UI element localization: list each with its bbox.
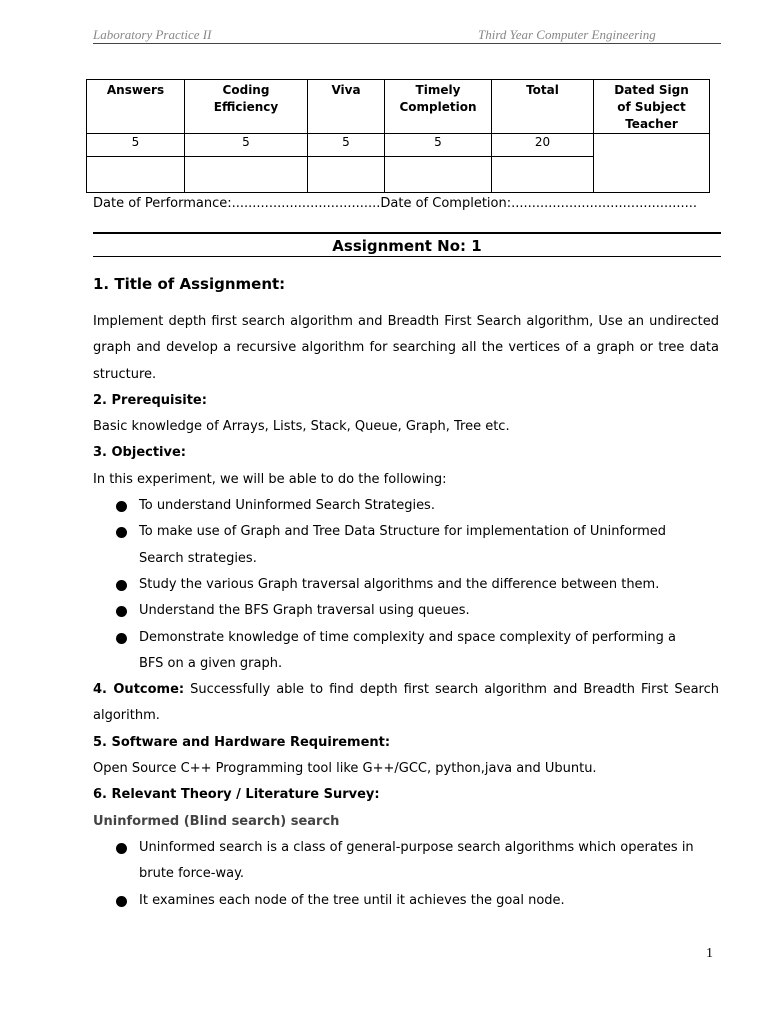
objective-item <box>139 625 703 678</box>
objective-list <box>93 493 719 677</box>
outcome-paragraph <box>93 677 719 730</box>
obtained-timely-completion <box>385 157 492 193</box>
outcome-heading: 4. Outcome: <box>93 682 185 698</box>
assignment-rule-top <box>93 232 721 234</box>
objective-intro: In this experiment, we will be able to do the following: <box>93 471 447 487</box>
obtained-total <box>492 157 594 193</box>
max-answers: 5 <box>87 134 185 157</box>
col-answers: Answers <box>87 80 185 134</box>
bullet-icon <box>116 580 127 591</box>
theory-subheading: Uninformed (Blind search) search <box>93 813 340 829</box>
software-heading: 5. Software and Hardware Requirement: <box>93 734 391 750</box>
outcome-text: Successfully able to find depth first search algorithm and Breadth First Search algorithm. <box>93 682 719 724</box>
title-text: Implement depth first search algorithm and Breadth First Search algorithm, Use an undirected graph and develop a recursive algorithm for searching all the vertices of a graph or tree data structure. <box>93 314 719 382</box>
title-heading: 1. Title of Assignment: <box>93 275 286 293</box>
bullet-icon <box>116 606 127 617</box>
objective-text: Understand the BFS Graph traversal using queues. <box>139 603 470 619</box>
marks-header-row <box>87 80 710 134</box>
date-line: Date of Performance:....................................Date of Completion:............................................. <box>93 196 698 211</box>
marks-max-row <box>87 134 710 157</box>
assignment-rule-bottom <box>93 256 721 257</box>
max-timely-completion: 5 <box>385 134 492 157</box>
objective-text: Demonstrate knowledge of time complexity and space complexity of performing a BFS on a given graph. <box>139 629 676 671</box>
max-total: 20 <box>492 134 594 157</box>
objective-item <box>139 598 703 624</box>
col-viva: Viva <box>308 80 385 134</box>
objective-item <box>139 519 703 572</box>
objective-text: Study the various Graph traversal algorithms and the difference between them. <box>139 576 660 592</box>
document-body <box>93 273 719 914</box>
bullet-icon <box>116 501 127 512</box>
max-coding-efficiency: 5 <box>185 134 308 157</box>
obtained-coding-efficiency <box>185 157 308 193</box>
col-dated-sign: Dated Sign of Subject Teacher <box>594 80 710 134</box>
bullet-icon <box>116 843 127 854</box>
page-number: 1 <box>706 946 713 961</box>
objective-text: To make use of Graph and Tree Data Structure for implementation of Uninformed Search strategies. <box>139 524 667 566</box>
objective-item <box>139 572 703 598</box>
header-department: Third Year Computer Engineering <box>478 27 656 42</box>
obtained-viva <box>308 157 385 193</box>
objective-text: To understand Uninformed Search Strategies. <box>139 498 435 514</box>
obtained-answers <box>87 157 185 193</box>
prerequisite-text: Basic knowledge of Arrays, Lists, Stack, Queue, Graph, Tree etc. <box>93 419 510 435</box>
col-timely-completion: Timely Completion <box>385 80 492 134</box>
theory-heading: 6. Relevant Theory / Literature Survey: <box>93 787 380 803</box>
theory-item <box>139 888 703 914</box>
teacher-sign-cell <box>594 134 710 193</box>
marks-table <box>86 79 710 193</box>
theory-text: Uninformed search is a class of general-purpose search algorithms which operates in brute force-way. <box>139 839 694 882</box>
objective-heading: 3. Objective: <box>93 445 187 461</box>
bullet-icon <box>116 527 127 538</box>
header-course-name: Laboratory Practice II <box>93 27 212 42</box>
software-text: Open Source C++ Programming tool like G++/GCC, python,java and Ubuntu. <box>93 761 597 777</box>
prerequisite-heading: 2. Prerequisite: <box>93 392 207 408</box>
assignment-title: Assignment No: 1 <box>332 237 482 255</box>
bullet-icon <box>116 896 127 907</box>
theory-list <box>93 835 719 914</box>
objective-item <box>139 493 703 519</box>
bullet-icon <box>116 633 127 644</box>
header-rule <box>93 43 721 44</box>
max-viva: 5 <box>308 134 385 157</box>
col-total: Total <box>492 80 594 134</box>
theory-text: It examines each node of the tree until it achieves the goal node. <box>139 892 565 908</box>
theory-item <box>139 835 703 888</box>
col-coding-efficiency: Coding Efficiency <box>185 80 308 134</box>
